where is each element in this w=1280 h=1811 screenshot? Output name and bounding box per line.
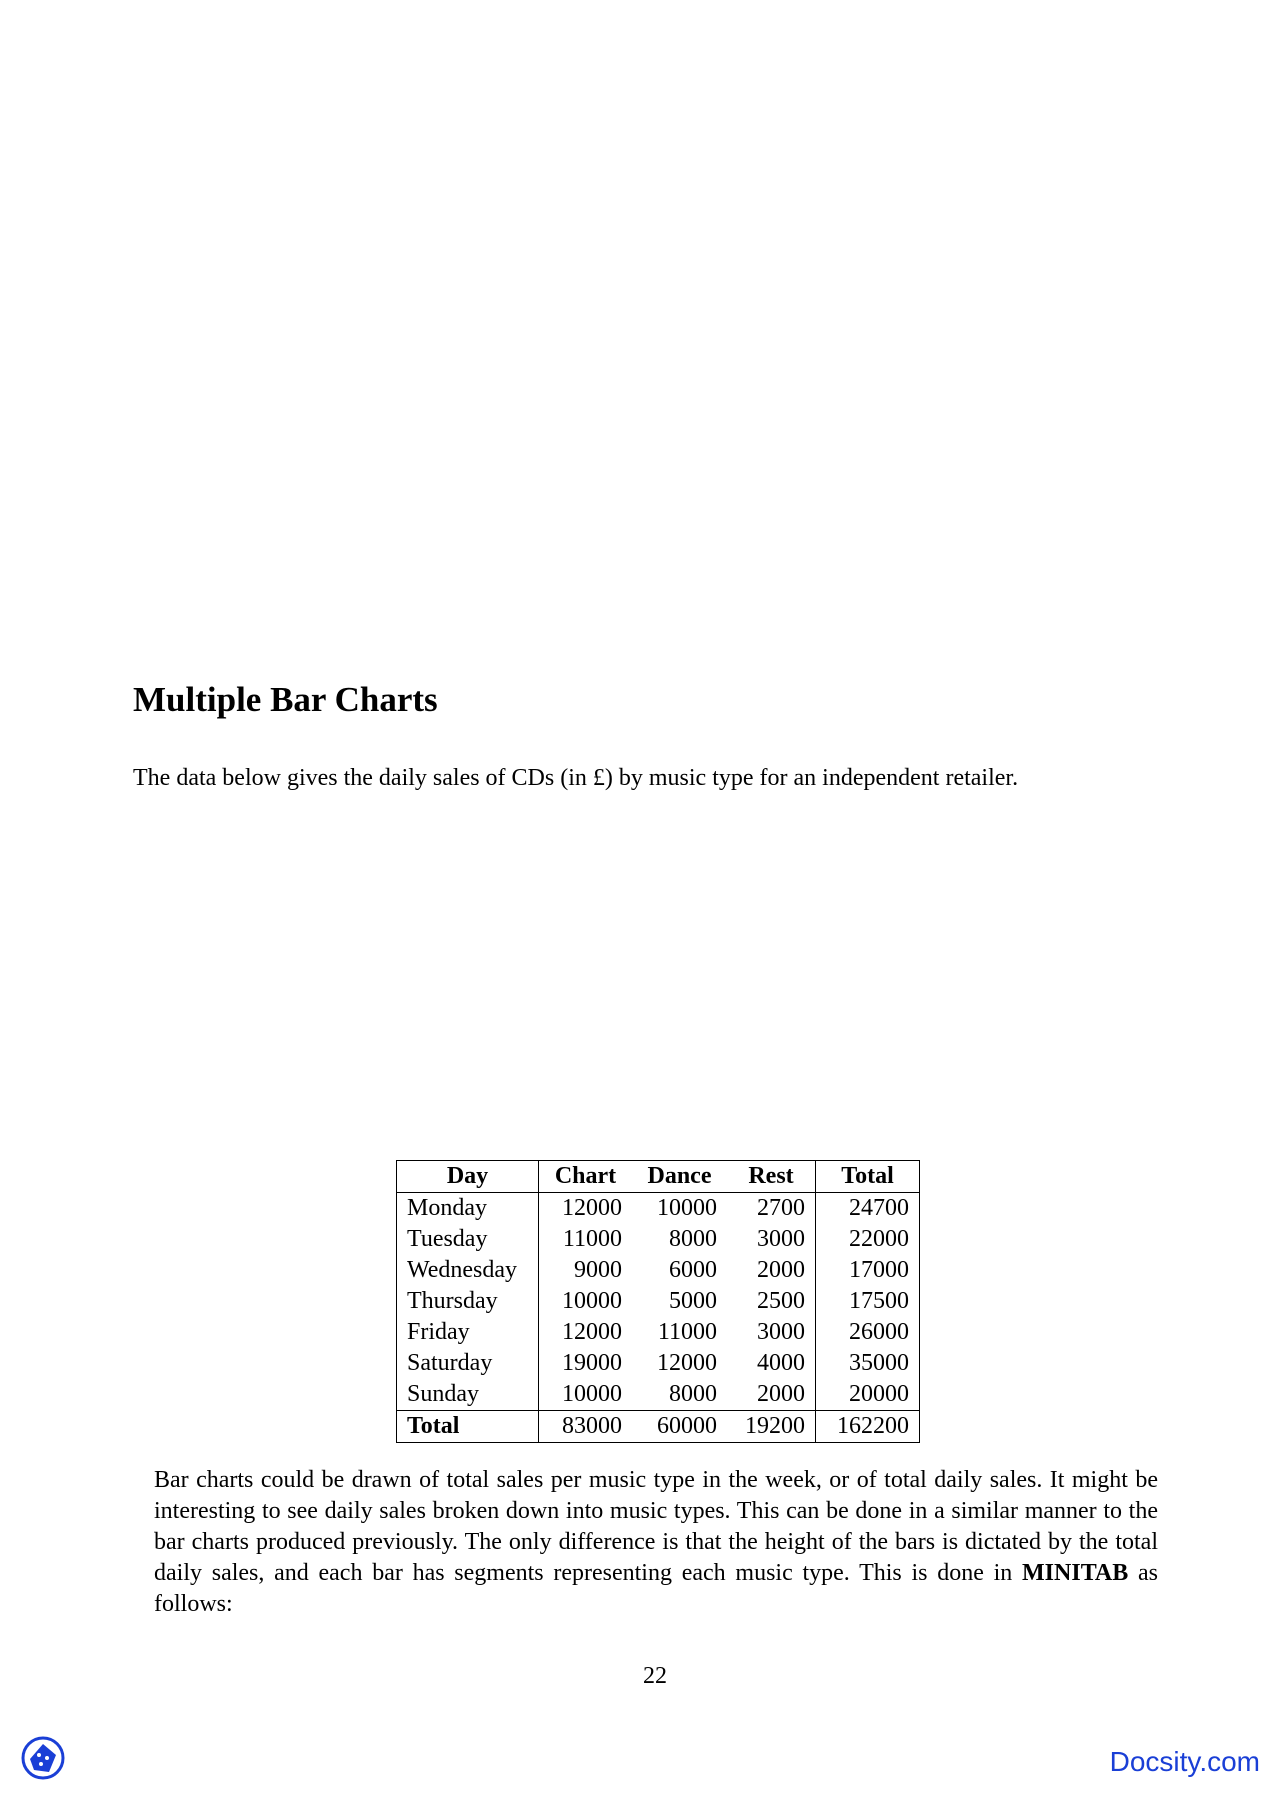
table-header-row bbox=[397, 1161, 920, 1193]
cell-day: Wednesday bbox=[397, 1255, 539, 1286]
cell-rest: 2000 bbox=[727, 1255, 816, 1286]
cell-rest: 3000 bbox=[727, 1224, 816, 1255]
table-row bbox=[397, 1255, 920, 1286]
cell-dance: 6000 bbox=[669, 1257, 717, 1283]
header-day: Day bbox=[397, 1161, 539, 1193]
total-dance: 60000 bbox=[632, 1411, 727, 1443]
cell-day: Sunday bbox=[397, 1379, 539, 1411]
header-rest: Rest bbox=[727, 1161, 816, 1193]
paragraph-text: Bar charts could be drawn of total sales per music type in the week, or of total daily sales. It might be interesting to see daily sales broken down into music types. This can be done in a similar manner to the bar charts produced previously. The only difference is that the height of the bars is dictated by the total daily sales, and each bar has segments representing each music type. This is done in bbox=[154, 1467, 1158, 1586]
section-heading: Multiple Bar Charts bbox=[133, 680, 438, 719]
cell-rest: 2500 bbox=[727, 1286, 816, 1317]
cell-day: Monday bbox=[397, 1193, 539, 1225]
paragraph-text-end: as follows: bbox=[154, 1560, 1158, 1617]
cell-rest: 3000 bbox=[727, 1317, 816, 1348]
header-total: Total bbox=[816, 1161, 920, 1193]
table-row bbox=[397, 1224, 920, 1255]
cell-chart: 11000 bbox=[562, 1226, 622, 1252]
cell-total: 20000 bbox=[849, 1381, 909, 1407]
docsity-logo-icon bbox=[20, 1735, 66, 1781]
cell-total: 35000 bbox=[849, 1350, 909, 1376]
cell-day: Friday bbox=[397, 1317, 539, 1348]
header-dance: Dance bbox=[632, 1161, 727, 1193]
table-row bbox=[397, 1317, 920, 1348]
cell-total: 24700 bbox=[849, 1195, 909, 1221]
cell-dance: 11000 bbox=[657, 1319, 717, 1345]
total-rest: 19200 bbox=[727, 1411, 816, 1443]
cell-total: 17000 bbox=[849, 1257, 909, 1283]
cell-chart: 12000 bbox=[562, 1319, 622, 1345]
sales-table bbox=[396, 1160, 920, 1443]
table-row bbox=[397, 1379, 920, 1411]
cell-day: Tuesday bbox=[397, 1224, 539, 1255]
cell-dance: 10000 bbox=[657, 1195, 717, 1221]
total-label: Total bbox=[397, 1411, 539, 1443]
docsity-brand-link[interactable]: Docsity.com bbox=[1109, 1746, 1260, 1777]
cell-dance: 8000 bbox=[669, 1381, 717, 1407]
header-chart: Chart bbox=[539, 1161, 633, 1193]
cell-rest: 2000 bbox=[727, 1379, 816, 1411]
cell-chart: 10000 bbox=[562, 1381, 622, 1407]
cell-dance: 8000 bbox=[669, 1226, 717, 1252]
cell-day: Thursday bbox=[397, 1286, 539, 1317]
cell-chart: 9000 bbox=[574, 1257, 622, 1283]
cell-dance: 5000 bbox=[669, 1288, 717, 1314]
page-number: 22 bbox=[643, 1663, 667, 1689]
table-row bbox=[397, 1348, 920, 1379]
cell-total: 17500 bbox=[849, 1288, 909, 1314]
cell-rest: 2700 bbox=[727, 1193, 816, 1225]
cell-dance: 12000 bbox=[657, 1350, 717, 1376]
cell-chart: 10000 bbox=[562, 1288, 622, 1314]
table-total-row bbox=[397, 1411, 920, 1443]
table-row bbox=[397, 1286, 920, 1317]
total-total: 162200 bbox=[816, 1411, 920, 1443]
cell-day: Saturday bbox=[397, 1348, 539, 1379]
table-row bbox=[397, 1193, 920, 1225]
cell-chart: 19000 bbox=[562, 1350, 622, 1376]
total-chart: 83000 bbox=[539, 1411, 633, 1443]
cell-rest: 4000 bbox=[727, 1348, 816, 1379]
cell-total: 22000 bbox=[849, 1226, 909, 1252]
intro-text: The data below gives the daily sales of CDs (in £) by music type for an independent retailer. bbox=[133, 765, 1019, 791]
cell-total: 26000 bbox=[849, 1319, 909, 1345]
cell-chart: 12000 bbox=[562, 1195, 622, 1221]
body-paragraph bbox=[154, 1465, 1158, 1620]
minitab-bold: MINITAB bbox=[1022, 1560, 1129, 1586]
